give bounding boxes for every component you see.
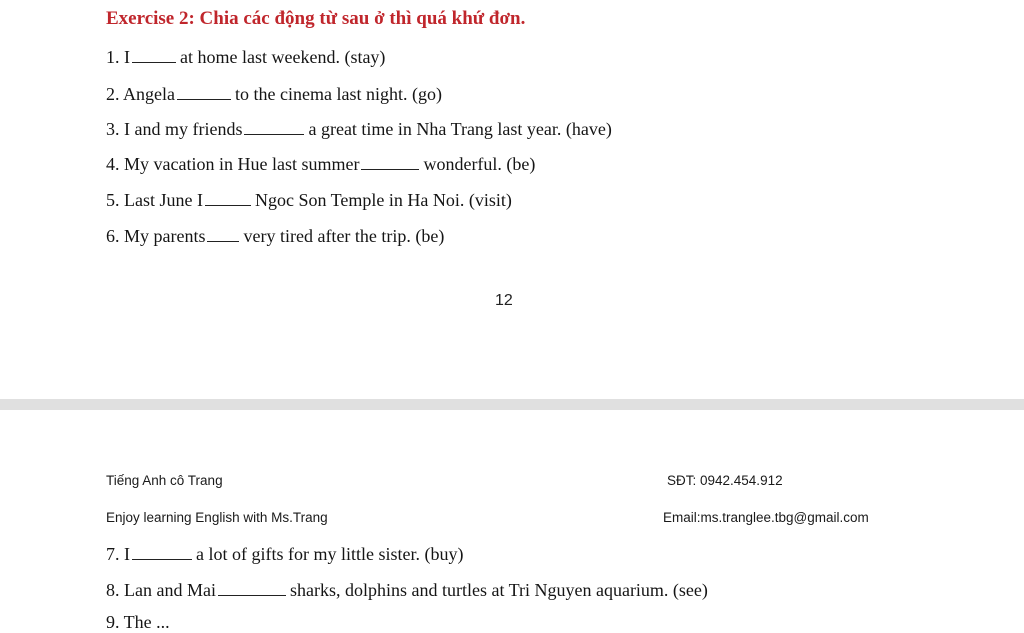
answer-blank[interactable] xyxy=(132,48,176,63)
item-suffix: at home last weekend. (stay) xyxy=(180,47,386,67)
item-prefix: 1. I xyxy=(106,47,130,67)
item-prefix: 8. Lan and Mai xyxy=(106,580,216,600)
item-prefix: 5. Last June I xyxy=(106,190,203,210)
item-suffix: a great time in Nha Trang last year. (have) xyxy=(308,119,612,139)
item-suffix: very tired after the trip. (be) xyxy=(243,226,445,246)
item-prefix: 2. Angela xyxy=(106,84,175,104)
exercise-title: Exercise 2: Chia các động từ sau ở thì quá khứ đơn. xyxy=(106,8,526,29)
item-prefix: 7. I xyxy=(106,544,130,564)
item-suffix: a lot of gifts for my little sister. (buy) xyxy=(196,544,464,564)
exercise-item-8 xyxy=(106,580,708,601)
answer-blank[interactable] xyxy=(132,545,192,560)
item-prefix: 3. I and my friends xyxy=(106,119,243,139)
exercise-item-6 xyxy=(106,226,444,247)
exercise-item-1 xyxy=(106,47,385,68)
exercise-item-4 xyxy=(106,154,535,175)
footer-slogan: Enjoy learning English with Ms.Trang xyxy=(106,510,328,525)
exercise-item-7 xyxy=(106,544,463,565)
exercise-item-5 xyxy=(106,190,512,211)
answer-blank[interactable] xyxy=(177,85,231,100)
page-break-divider xyxy=(0,399,1024,410)
footer-email: Email:ms.tranglee.tbg@gmail.com xyxy=(663,510,869,525)
item-prefix: 6. My parents xyxy=(106,226,206,246)
exercise-item-3 xyxy=(106,119,612,140)
answer-blank[interactable] xyxy=(205,191,251,206)
partial-next-line: 9. The ... xyxy=(106,612,170,632)
exercise-item-2 xyxy=(106,84,442,105)
item-suffix: to the cinema last night. (go) xyxy=(235,84,442,104)
answer-blank[interactable] xyxy=(207,227,239,242)
footer-teacher-name: Tiếng Anh cô Trang xyxy=(106,473,223,488)
item-prefix: 4. My vacation in Hue last summer xyxy=(106,154,360,174)
item-suffix: Ngoc Son Temple in Ha Noi. (visit) xyxy=(254,190,512,210)
answer-blank[interactable] xyxy=(218,581,286,596)
page-number: 12 xyxy=(495,292,513,309)
item-suffix: wonderful. (be) xyxy=(423,154,536,174)
footer-phone: SĐT: 0942.454.912 xyxy=(667,473,783,488)
answer-blank[interactable] xyxy=(244,120,304,135)
answer-blank[interactable] xyxy=(361,155,419,170)
item-suffix: sharks, dolphins and turtles at Tri Nguyen aquarium. (see) xyxy=(289,580,708,600)
